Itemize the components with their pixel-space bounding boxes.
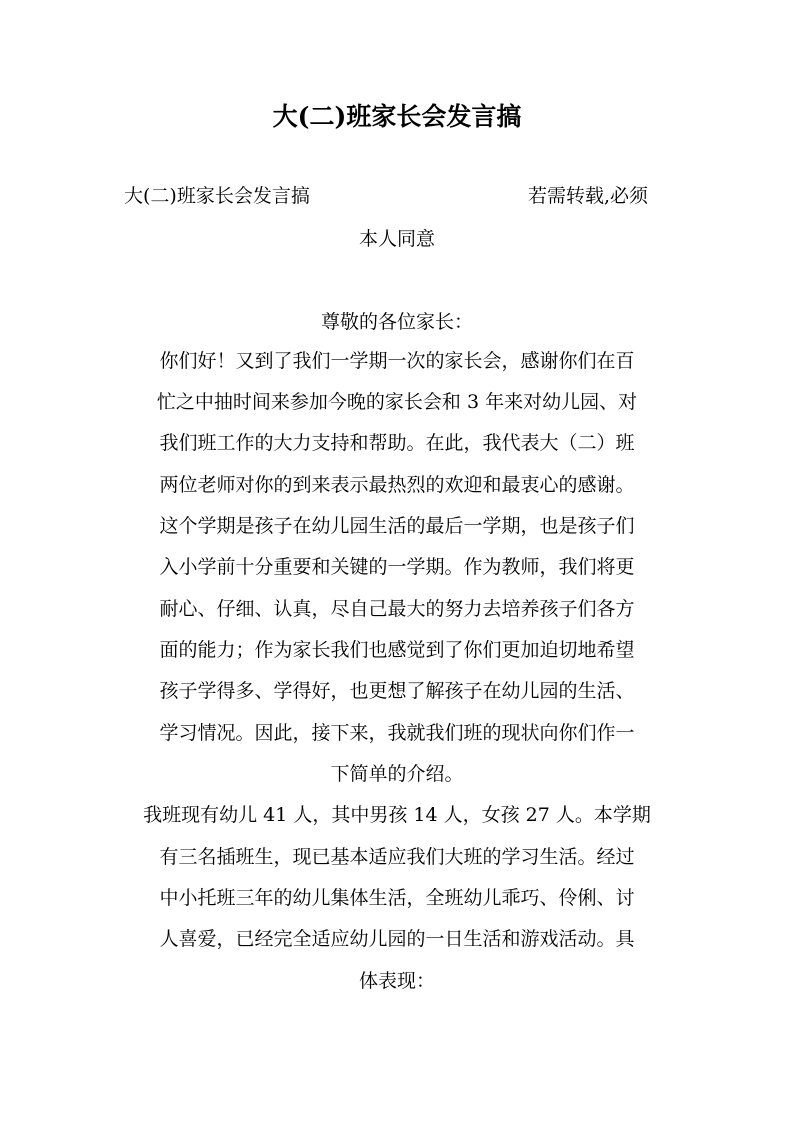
subtitle-continuation: 本人同意 (358, 228, 435, 250)
paragraph-line: 有三名插班生，现已基本适应我们大班的学习生活。经过 (159, 846, 635, 868)
paragraph-line: 耐心、仔细、认真，尽自己最大的努力去培养孩子们各方 (159, 598, 635, 620)
paragraph-line: 这个学期是孩子在幼儿园生活的最后一学期，也是孩子们 (159, 515, 635, 537)
subtitle-right: 若需转载,必须 (528, 185, 649, 207)
paragraph-line: 我班现有幼儿 41 人，其中男孩 14 人，女孩 27 人。本学期 (143, 804, 651, 826)
paragraph-line: 体表现： (358, 970, 435, 992)
document-title: 大(二)班家长会发言搞 (272, 102, 522, 131)
paragraph-line: 入小学前十分重要和关键的一学期。作为教师，我们将更 (159, 556, 635, 578)
paragraph-line: 你们好！又到了我们一学期一次的家长会，感谢你们在百 (159, 350, 635, 372)
paragraph-line: 孩子学得多、学得好，也更想了解孩子在幼儿园的生活、 (159, 680, 635, 702)
paragraph-line: 面的能力；作为家长我们也感觉到了你们更加迫切地希望 (159, 639, 635, 661)
salutation: 尊敬的各位家长： (320, 311, 473, 333)
paragraph-line: 忙之中抽时间来参加今晚的家长会和 3 年来对幼儿园、对 (156, 391, 638, 413)
paragraph-line: 下简单的介绍。 (330, 763, 464, 785)
subtitle-left: 大(二)班家长会发言搞 (124, 185, 310, 207)
paragraph-line: 学习情况。因此，接下来，我就我们班的现状向你们作一 (159, 722, 635, 744)
paragraph-line: 人喜爱，已经完全适应幼儿园的一日生活和游戏活动。具 (159, 928, 635, 950)
paragraph-line: 中小托班三年的幼儿集体生活，全班幼儿乖巧、伶俐、讨 (159, 887, 635, 909)
paragraph-line: 两位老师对你的到来表示最热烈的欢迎和最衷心的感谢。 (159, 474, 635, 496)
paragraph-line: 我们班工作的大力支持和帮助。在此，我代表大（二）班 (159, 432, 635, 454)
